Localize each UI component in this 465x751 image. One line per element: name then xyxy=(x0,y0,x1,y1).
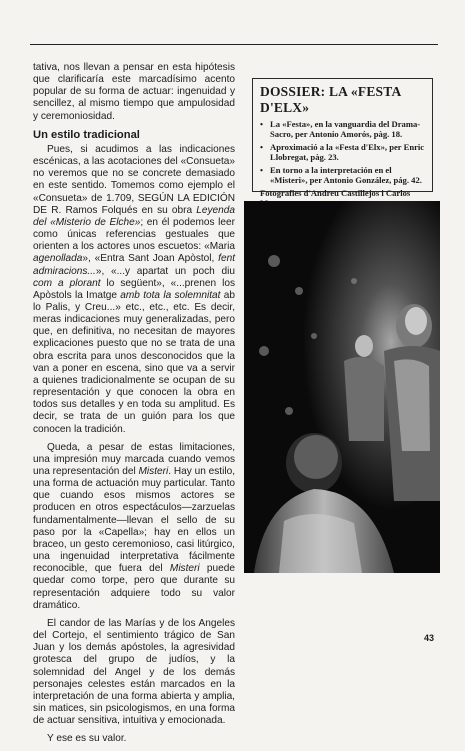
italic-span: com a plorant xyxy=(33,277,101,289)
dossier-item xyxy=(260,119,425,139)
article-paragraph-5: Y ese es su valor. xyxy=(47,733,127,745)
text-span: lo següent», «...prenen los Apòstols la Imatge xyxy=(33,277,235,301)
text-span: Queda, a pesar de estas limitaciones, una impresión muy marcada cuando vemos una representación del xyxy=(33,441,235,477)
article-column xyxy=(33,62,235,751)
performance-photo xyxy=(244,201,440,573)
text-span: ; en él podemos leer como únicas referencias gestuales que orienten a los actores unos escuetos: «Maria xyxy=(33,216,235,253)
section-heading: Un estilo tradicional xyxy=(33,128,140,141)
article-paragraph-3 xyxy=(33,442,235,612)
article-paragraph-4: El candor de las Marías y de los Angeles del Cortejo, el sentimiento trágico de San Juan y los demás apóstoles, la agresividad grotesca del grupo de judíos, y la solemnidad del Angel y de los demás personajes celestes están marcados en la interpretación de una forma abierta y amplia, sin matices, sin psicologismos, en una forma de actuar sensitiva, intuitiva y emocionada. xyxy=(33,617,235,727)
bullet-icon: • xyxy=(260,142,264,152)
top-rule xyxy=(30,44,438,45)
text-span: ab lo Palis, y Creu...» etc., etc., etc. Es decir, meras indicaciones muy generalizadas, pero que, en definitiva, no necesitan de mayores explicaciones puesto que no se trata de una obra escrita para unos desconocidos que la van a poner en escena, sino que va a servir a quienes tradicionalmente se ocupan de su representación y que conocen la obra en todos sus detalles y en toda su amplitud. Es decir, se trata de un guión para los que conocen la tradición. xyxy=(33,289,235,435)
text-span: », «Entra Sant Joan Apòstol, xyxy=(82,253,219,265)
italic-span: Misteri xyxy=(169,563,200,575)
dossier-item-text: En torno a la interpretación en el «Misteri», per Antonio González, pág. 42. xyxy=(270,165,422,185)
text-span: », «...y apartat un poch diu xyxy=(95,265,235,277)
text-span: puede quedar como torpe, pero que durante su representación adquiere todo su valor dramático. xyxy=(33,563,235,611)
italic-span: fent admiracions... xyxy=(33,253,235,277)
italic-span: Misteri xyxy=(138,466,169,477)
italic-span: amb tota la solemnitat xyxy=(120,289,221,301)
dossier-list xyxy=(260,119,425,185)
bullet-icon: • xyxy=(260,165,264,175)
italic-span: agenollada xyxy=(33,253,83,265)
dossier-box xyxy=(252,78,433,198)
text-span: Pues, si acudimos a las indicaciones escénicas, a las acotaciones del «Consueta» no veremos que no se concrete demasiado en este sentido. Tomemos como ejemplo el «Consueta» de 1.709, SEGÚN LA EDICIÓN DE R. Ramos Folqués en su obra xyxy=(33,143,236,216)
dossier-item xyxy=(260,165,425,185)
text-span: . Hay un estilo, una forma de actuación muy particular. Tanto que cuando esos mismos actores se producen en otros espectáculos—zarzuelas fundamentalmente—llevan el sello de su paso por la «Capella»; hay en ellos un braceo, un gesto ceremonioso, casi litúrgico, una ingenuidad interpretativa fácilmente reconocible, que fuera del xyxy=(33,466,235,575)
article-paragraph-1: tativa, nos llevan a pensar en esta hipótesis que clarificaría este marcadísimo acento popular de su forma de actuar: ingenuidad y sencillez, al mismo tiempo que ampulosidad y ceremoniosidad. xyxy=(33,62,235,122)
photo-illustration xyxy=(244,201,440,573)
article-paragraph-2 xyxy=(33,144,235,436)
dossier-item-text: Aproximació a la «Festa d'Elx», per Enric Llobregat, pàg. 23. xyxy=(270,142,425,162)
photo-credit: Fotografies d'Andreu Castillejos i Carlos xyxy=(260,188,411,198)
italic-span: Leyenda del «Misterio de Elche» xyxy=(33,204,235,228)
dossier-item xyxy=(260,142,425,162)
dossier-title: DOSSIER: LA «FESTA D'ELX» xyxy=(260,84,401,115)
page-number: 43 xyxy=(424,633,435,643)
bullet-icon: • xyxy=(260,119,264,129)
dossier-item-text: La «Festa», en la vanguardia del Drama-Sacro, per Antonio Amorós, pàg. 18. xyxy=(270,119,421,139)
